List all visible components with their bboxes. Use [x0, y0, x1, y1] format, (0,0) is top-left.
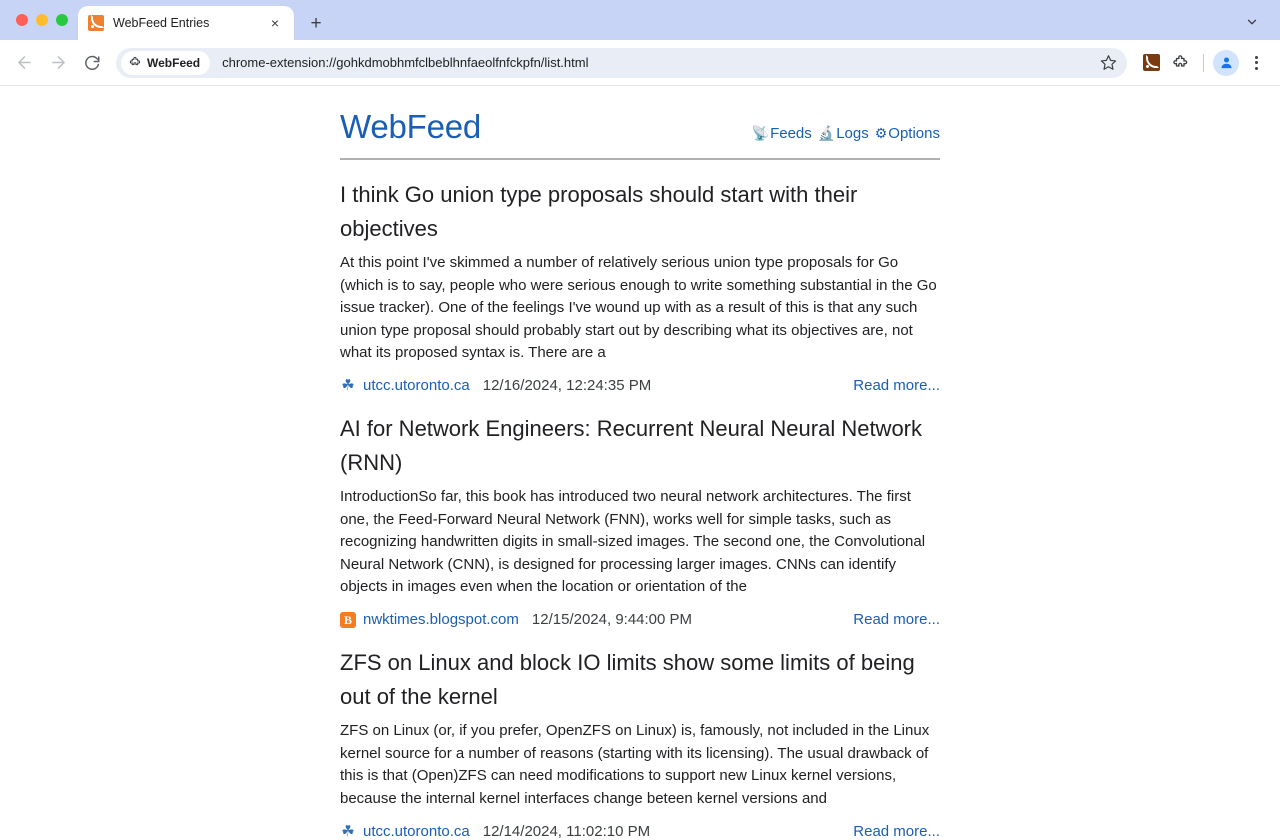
toolbar-divider [1203, 54, 1204, 72]
reload-button[interactable] [76, 47, 108, 79]
entry-title[interactable]: AI for Network Engineers: Recurrent Neural Neural Network (RNN) [340, 416, 923, 475]
entry-domain[interactable]: utcc.utoronto.ca [363, 377, 470, 394]
browser-tab[interactable] [78, 6, 294, 40]
extension-chip-label: WebFeed [147, 55, 201, 70]
entry-domain[interactable]: nwktimes.blogspot.com [363, 611, 519, 628]
entry-summary: ZFS on Linux (or, if you prefer, OpenZFS on Linux) is, famously, not included in the Linux kernel source for a number of reasons (starting with its licensing). The usual drawback of this is that (Open)ZFS can need modifications to support new Linux kernel versions, because the internal kernel interfaces change beteen kernel versions and [340, 722, 930, 807]
entry-title[interactable]: I think Go union type proposals should start with their objectives [340, 182, 858, 241]
entry-summary: IntroductionSo far, this book has introduced two neural network architectures. The first one, the Feed-Forward Neural Network (FNN), works well for simple tasks, such as recognizing handwritten digits in small-sized images. The second one, the Convolutional Neural Network (CNN), is designed for processing larger images. CNNs can identify objects in images even when the location or orientation of the [340, 488, 926, 595]
extension-origin-chip[interactable] [121, 51, 210, 75]
rss-icon [88, 15, 104, 31]
browser-menu-button[interactable] [1242, 49, 1270, 77]
gear-icon: ⚙ [874, 125, 888, 141]
entry-meta [340, 823, 940, 840]
read-more-link[interactable]: Read more... [853, 377, 940, 394]
webfeed-page [340, 86, 940, 840]
extensions-icon[interactable] [1167, 49, 1195, 77]
utoronto-tree-favicon: ☘ [341, 377, 355, 394]
puzzle-piece-icon [129, 56, 142, 69]
avatar [1213, 50, 1239, 76]
maximize-window-button[interactable] [56, 14, 68, 26]
puzzle-piece-icon [1172, 54, 1190, 72]
entry-date: 12/14/2024, 11:02:10 PM [482, 823, 651, 840]
satellite-dish-icon: 📡 [751, 125, 770, 141]
main-nav [752, 125, 940, 142]
close-tab-button[interactable]: × [270, 15, 280, 31]
tab-strip [0, 0, 1280, 40]
nav-item-logs[interactable] [818, 125, 869, 142]
nav-item-options[interactable] [875, 125, 940, 142]
rss-extension-icon[interactable] [1137, 49, 1165, 77]
minimize-window-button[interactable] [36, 14, 48, 26]
nav-item-logs-label: Logs [836, 124, 869, 142]
read-more-link[interactable]: Read more... [853, 823, 940, 840]
window-controls [12, 0, 78, 40]
address-bar[interactable] [116, 48, 1127, 78]
feed-entry [340, 628, 940, 840]
microscope-icon: 🔬 [817, 125, 836, 141]
nav-item-feeds[interactable] [752, 125, 812, 142]
feed-entry [340, 160, 940, 394]
entry-date: 12/16/2024, 12:24:35 PM [482, 377, 652, 394]
nav-item-options-label: Options [888, 124, 940, 142]
entry-summary: At this point I've skimmed a number of relatively serious union type proposals for Go (which is to say, people who were serious enough to write something substantial in the Go issue tracker). One of the feelings I've wound up with as a result of this is that any such union type proposal should probably start out by describing what its objectives are, not what its proposed syntax is. There are a [340, 254, 937, 361]
browser-toolbar [0, 40, 1280, 86]
entry-meta [340, 611, 940, 628]
nav-item-feeds-label: Feeds [770, 124, 812, 142]
profile-button[interactable] [1212, 49, 1240, 77]
new-tab-button[interactable]: + [310, 12, 322, 34]
entry-domain[interactable]: utcc.utoronto.ca [363, 823, 470, 840]
blogger-favicon: B [340, 612, 356, 628]
person-icon [1219, 55, 1234, 70]
page-title: WebFeed [340, 108, 482, 145]
read-more-link[interactable]: Read more... [853, 611, 940, 628]
page-viewport [0, 86, 1280, 840]
back-button[interactable] [8, 47, 40, 79]
bookmark-star-icon[interactable] [1095, 50, 1121, 76]
chevron-down-icon[interactable] [1238, 8, 1266, 36]
url-text[interactable]: chrome-extension://gohkdmobhmfclbeblhnfaeolfnfckpfn/list.html [222, 55, 589, 70]
close-window-button[interactable] [16, 14, 28, 26]
entry-date: 12/15/2024, 9:44:00 PM [531, 611, 693, 628]
forward-button[interactable] [42, 47, 74, 79]
tab-title: WebFeed Entries [113, 16, 210, 30]
entry-title[interactable]: ZFS on Linux and block IO limits show some limits of being out of the kernel [340, 650, 915, 709]
site-header [340, 108, 940, 160]
entry-meta [340, 377, 940, 394]
feed-entry [340, 394, 940, 628]
utoronto-tree-favicon: ☘ [341, 823, 355, 840]
